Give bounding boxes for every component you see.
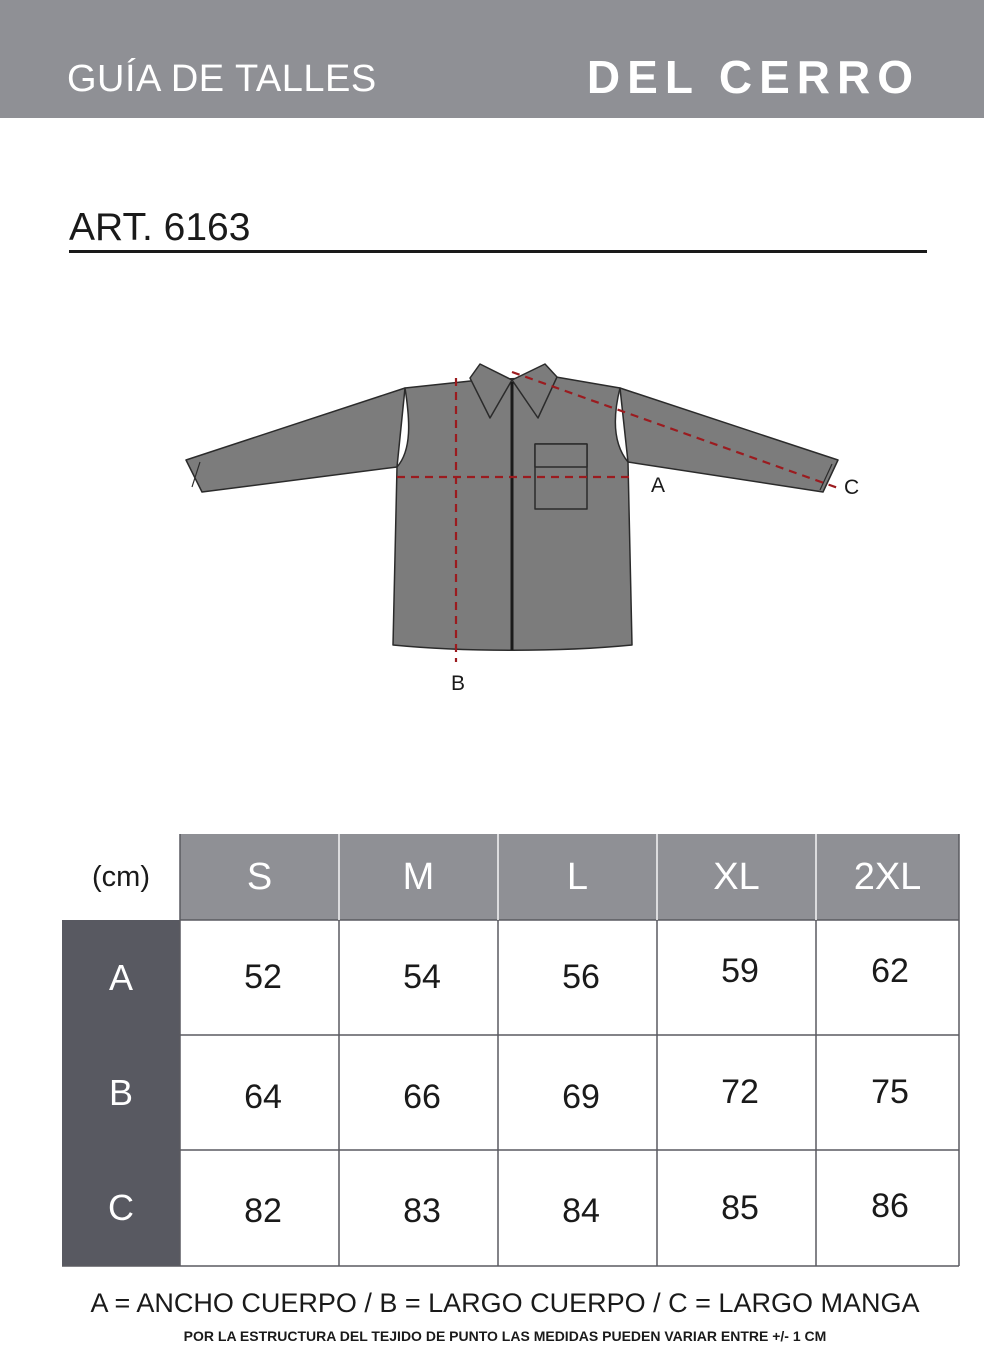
row-label-b: B (62, 1035, 180, 1150)
cell-a-m: 54 (403, 958, 441, 996)
label-c: C (844, 476, 860, 499)
cell-c-2xl: 86 (871, 1186, 909, 1225)
page-title: GUÍA DE TALLES (67, 58, 377, 100)
cell-a-l: 56 (562, 958, 600, 996)
size-header-2xl: 2XL (816, 834, 959, 920)
cell-c-s: 82 (244, 1191, 282, 1230)
row-label-a: A (62, 920, 180, 1035)
cell-a-s: 52 (244, 958, 282, 996)
label-b: B (451, 672, 466, 695)
cell-c-xl: 85 (721, 1188, 759, 1227)
cell-a-2xl: 62 (871, 952, 909, 990)
size-header-xl: XL (657, 834, 816, 920)
cell-a-xl: 59 (721, 952, 759, 990)
cell-b-l: 69 (562, 1078, 600, 1116)
article-number: ART. 6163 (69, 206, 251, 249)
cell-b-2xl: 75 (871, 1073, 909, 1111)
unit-label: (cm) (92, 860, 150, 893)
measurement-legend: A = ANCHO CUERPO / B = LARGO CUERPO / C = LARGO MANGA (90, 1288, 920, 1318)
row-label-c: C (62, 1150, 180, 1266)
cell-c-l: 84 (562, 1191, 600, 1230)
cell-b-xl: 72 (721, 1073, 759, 1111)
cell-c-m: 83 (403, 1191, 441, 1230)
size-header-s: S (180, 834, 339, 920)
label-a: A (651, 474, 666, 497)
cell-b-s: 64 (244, 1078, 282, 1116)
brand-logo: DEL CERRO (586, 51, 920, 103)
size-header-m: M (339, 834, 498, 920)
tolerance-note: POR LA ESTRUCTURA DEL TEJIDO DE PUNTO LAS MEDIDAS PUEDEN VARIAR ENTRE +/- 1 CM (183, 1328, 827, 1344)
cell-b-m: 66 (403, 1078, 441, 1116)
size-header-l: L (498, 834, 657, 920)
